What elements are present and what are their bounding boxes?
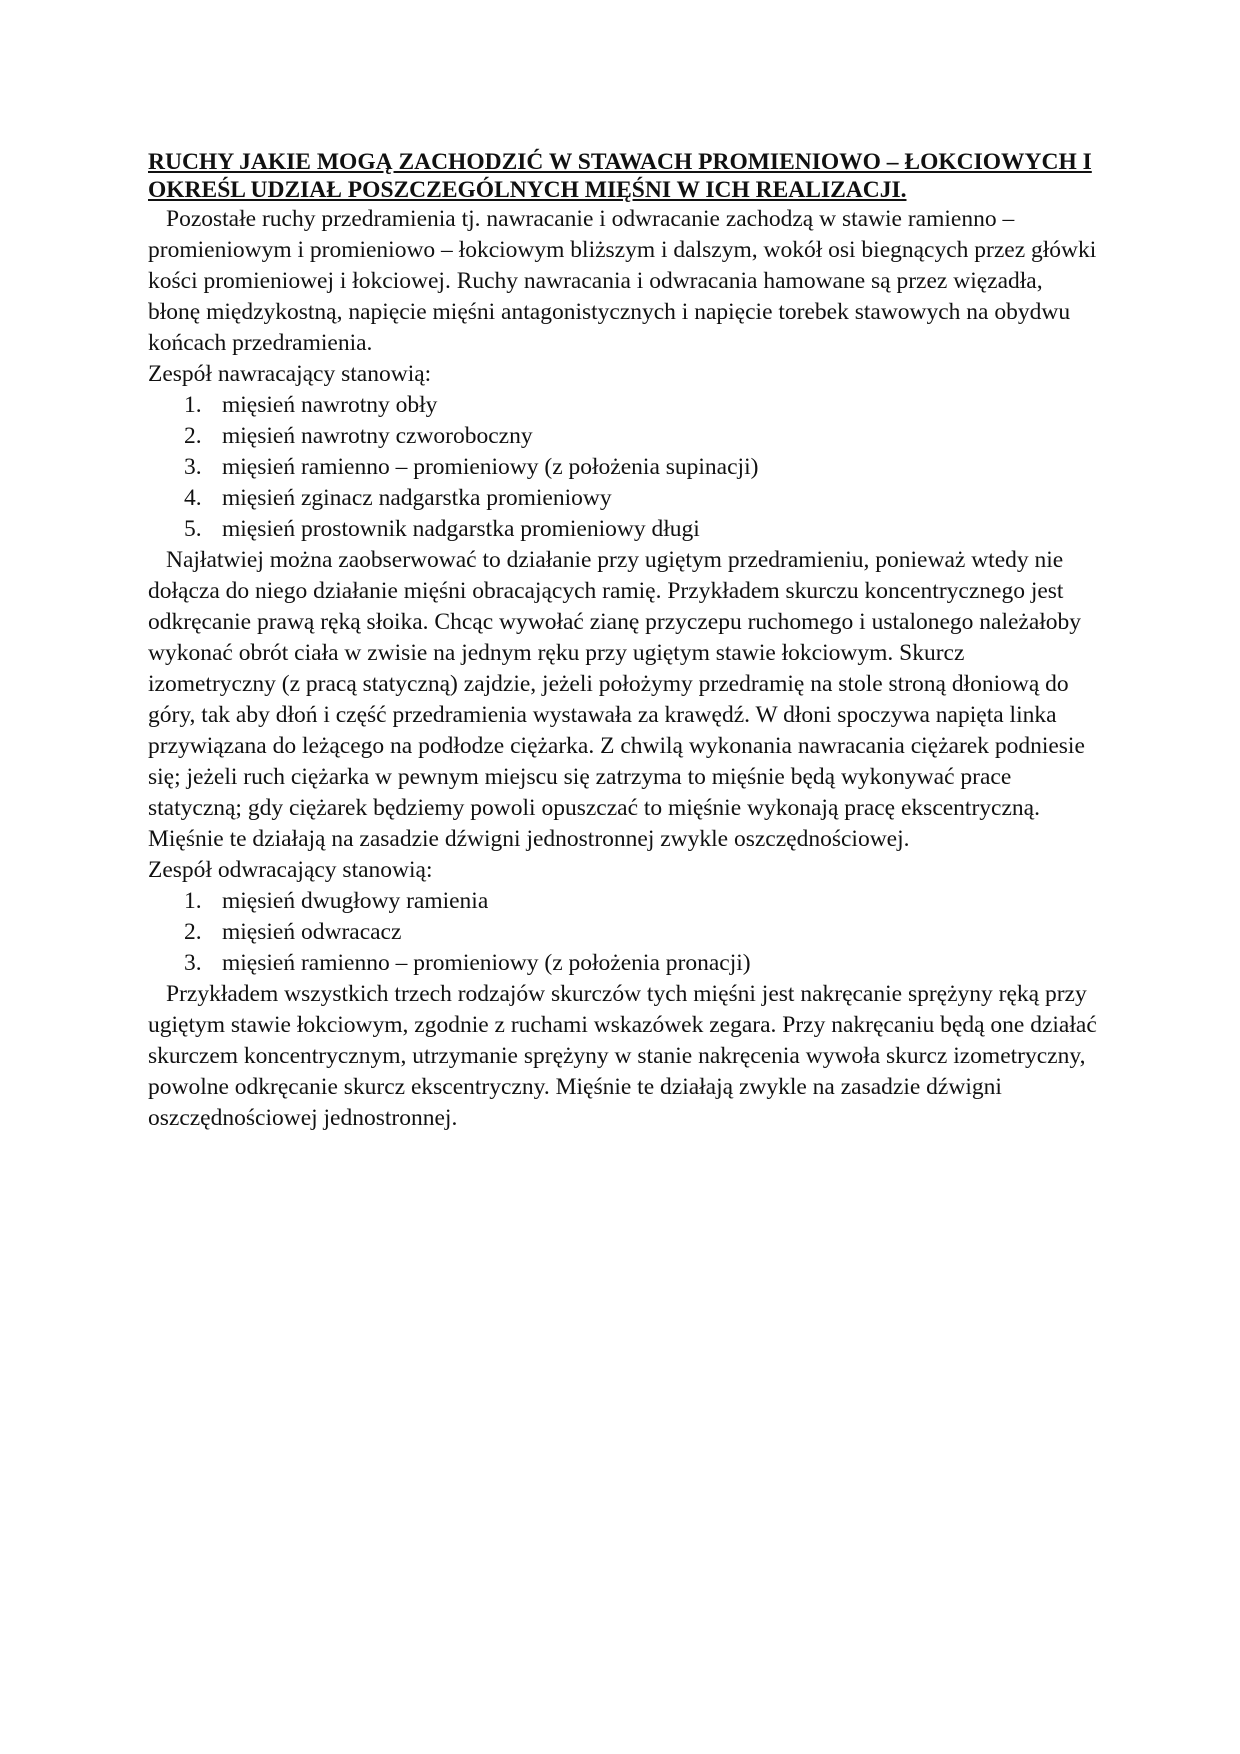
list-item-text: mięsień ramienno – promieniowy (z położenia supinacji) — [222, 454, 759, 480]
pronators-heading: Zespół nawracający stanowią: — [148, 361, 432, 387]
list-number: 5. — [184, 516, 202, 542]
list-item — [148, 421, 1098, 452]
document-title: RUCHY JAKIE MOGĄ ZACHODZIĆ W STAWACH PROMIENIOWO – ŁOKCIOWYCH I OKREŚL UDZIAŁ POSZCZEGÓLNYCH MIĘŚNI W ICH REALIZACJI. — [148, 149, 1092, 203]
list-item-text: mięsień ramienno – promieniowy (z położenia pronacji) — [222, 950, 751, 976]
list-number: 2. — [184, 423, 202, 449]
list-item-text: mięsień zginacz nadgarstka promieniowy — [222, 485, 612, 511]
list-number: 1. — [184, 392, 202, 418]
list-number: 3. — [184, 454, 202, 480]
list-item — [148, 483, 1098, 514]
list-item-text: mięsień nawrotny obły — [222, 392, 438, 418]
list-number: 3. — [184, 950, 202, 976]
list-item-text: mięsień nawrotny czworoboczny — [222, 423, 533, 449]
list-item-text: mięsień odwracacz — [222, 919, 402, 945]
list-item — [148, 514, 1098, 545]
pronators-list — [148, 390, 1098, 545]
list-number: 4. — [184, 485, 202, 511]
document-page — [148, 148, 1098, 1134]
list-item — [148, 886, 1098, 917]
supinators-list — [148, 886, 1098, 979]
list-item — [148, 452, 1098, 483]
list-item — [148, 948, 1098, 979]
list-number: 2. — [184, 919, 202, 945]
list-item — [148, 917, 1098, 948]
list-item — [148, 390, 1098, 421]
list-item-text: mięsień prostownik nadgarstka promieniowy długi — [222, 516, 700, 542]
list-number: 1. — [184, 888, 202, 914]
supinators-paragraph: Przykładem wszystkich trzech rodzajów skurczów tych mięśni jest nakręcanie sprężyny ręką przy ugiętym stawie łokciowym, zgodnie z ruchami wskazówek zegara. Przy nakręcaniu będą one działać skurczem koncentrycznym, utrzymanie sprężyny w stanie nakręcenia wywoła skurcz izometryczny, powolne odkręcanie skurcz ekscentryczny. Mięśnie te działają zwykle na zasadzie dźwigni oszczędnościowej jednostronnej. — [148, 981, 1097, 1131]
pronators-paragraph: Najłatwiej można zaobserwować to działanie przy ugiętym przedramieniu, ponieważ wtedy nie dołącza do niego działanie mięśni obracających ramię. Przykładem skurczu koncentrycznego jest odkręcanie prawą ręką słoika. Chcąc wywołać zianę przyczepu ruchomego i ustalonego należałoby wykonać obrót ciała w zwisie na jednym ręku przy ugiętym stawie łokciowym. Skurcz izometryczny (z pracą statyczną) zajdzie, jeżeli położymy przedramię na stole stroną dłoniową do góry, tak aby dłoń i część przedramienia wystawała za krawędź. W dłoni spoczywa napięta linka przywiązana do leżącego na podłodze ciężarka. Z chwilą wykonania nawracania ciężarek podniesie się; jeżeli ruch ciężarka w pewnym miejscu się zatrzyma to mięśnie będą wykonywać prace statyczną; gdy ciężarek będziemy powoli opuszczać to mięśnie wykonają pracę ekscentryczną. Mięśnie te działają na zasadzie dźwigni jednostronnej zwykle oszczędnościowej. — [148, 547, 1085, 852]
supinators-heading: Zespół odwracający stanowią: — [148, 857, 433, 883]
list-item-text: mięsień dwugłowy ramienia — [222, 888, 489, 914]
intro-paragraph: Pozostałe ruchy przedramienia tj. nawracanie i odwracanie zachodzą w stawie ramienno – promieniowym i promieniowo – łokciowym bliższym i dalszym, wokół osi biegnących przez główki kości promieniowej i łokciowej. Ruchy nawracania i odwracania hamowane są przez więzadła, błonę międzykostną, napięcie mięśni antagonistycznych i napięcie torebek stawowych na obydwu końcach przedramienia. — [148, 206, 1097, 356]
